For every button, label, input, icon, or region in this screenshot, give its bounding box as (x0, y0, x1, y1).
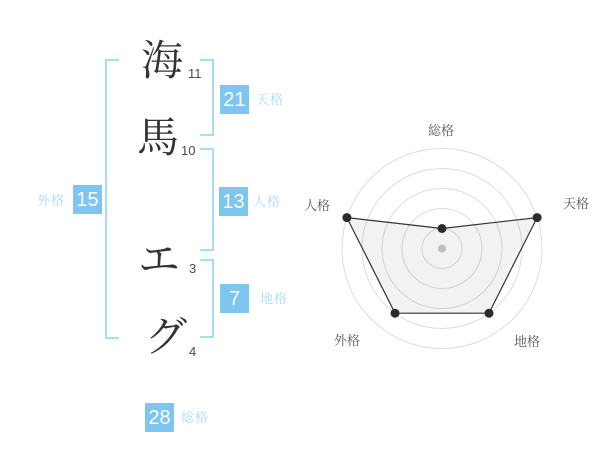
jinkaku-label: 人格 (253, 194, 282, 209)
radar-point-4 (342, 213, 351, 222)
gaikaku-label: 外格 (37, 193, 66, 208)
name-character-2: 馬 (136, 114, 179, 161)
radar-axis-label-3: 外格 (333, 333, 361, 348)
tenkaku-label: 天格 (256, 92, 285, 107)
radar-axis-label-0: 総格 (427, 123, 455, 138)
radar-point-1 (533, 213, 542, 222)
name-character-1: 海 (140, 37, 183, 84)
radar-chart (292, 120, 592, 380)
stroke-count-4: 4 (189, 344, 197, 359)
soukaku-value-badge: 28 (145, 403, 174, 432)
tenkaku-bracket (200, 59, 214, 136)
name-character-3: エ (137, 236, 180, 283)
chikaku-label: 地格 (260, 291, 289, 306)
radar-point-3 (391, 309, 400, 318)
stroke-count-1: 11 (188, 66, 202, 81)
stroke-count-3: 3 (189, 261, 197, 276)
chikaku-value-badge: 7 (220, 284, 249, 313)
radar-point-2 (485, 309, 494, 318)
gaikaku-bracket (105, 59, 119, 339)
name-character-4: グ (144, 313, 187, 360)
stroke-count-2: 10 (181, 143, 196, 158)
chikaku-bracket (200, 259, 214, 338)
radar-axis-label-1: 天格 (562, 196, 590, 211)
radar-axis-label-4: 人格 (303, 198, 331, 213)
jinkaku-value-badge: 13 (219, 187, 248, 216)
gaikaku-value-badge: 15 (73, 185, 102, 214)
jinkaku-bracket (200, 148, 214, 251)
soukaku-label: 総格 (181, 410, 210, 425)
radar-axis-label-2: 地格 (513, 334, 541, 349)
radar-point-0 (438, 224, 447, 233)
tenkaku-value-badge: 21 (220, 85, 249, 114)
